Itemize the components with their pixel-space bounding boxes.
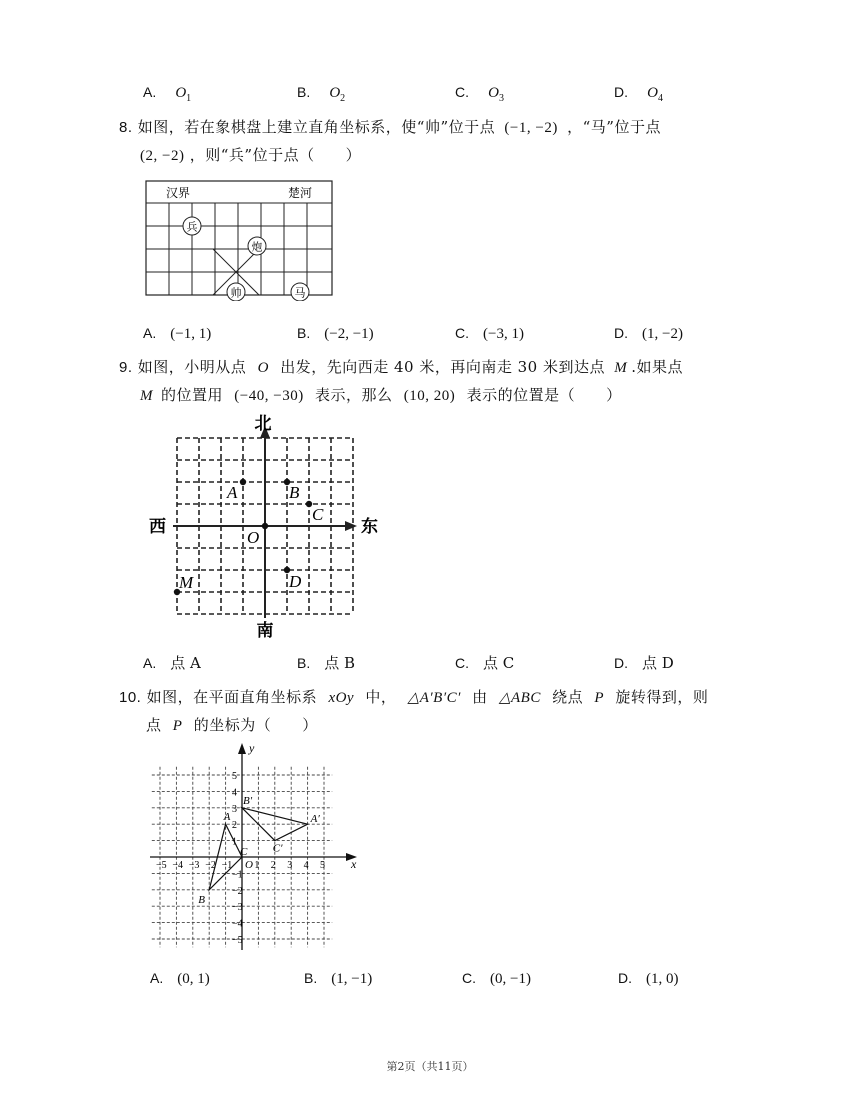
east-label: 东 — [361, 517, 378, 537]
q9-option-a: A. 点 A — [143, 654, 201, 672]
q7-option-c: C. $O_3$ — [455, 84, 504, 105]
q9-option-b: B. 点 B — [297, 654, 356, 672]
vertex-label: A′ — [310, 813, 320, 826]
q10-option-b: B. (1, −1) — [304, 970, 373, 987]
q7-option-d: D. $O_4$ — [614, 84, 663, 105]
x-tick-label: −3 — [188, 860, 200, 871]
x-tick-label: −4 — [172, 860, 184, 871]
page-footer: 第2页（共11页） — [386, 1060, 474, 1073]
coordinate-graph-figure — [145, 740, 370, 955]
q9-option-d: D. 点 D — [614, 654, 674, 672]
x-tick-label: −2 — [205, 860, 216, 871]
south-label: 南 — [256, 621, 274, 641]
piece-bing — [183, 217, 201, 235]
x-axis-label: x — [351, 857, 357, 871]
vertex-label: A — [223, 811, 231, 824]
origin-label: O — [245, 859, 253, 871]
y-axis-arrow-icon — [238, 743, 246, 754]
vertex-label: C′ — [272, 842, 283, 855]
y-tick-label: 2 — [232, 820, 237, 832]
graph-axes — [150, 750, 350, 950]
x-tick-label: 3 — [287, 860, 293, 871]
board-left-label: 汉界 — [166, 186, 191, 200]
piece-shuai — [227, 283, 245, 301]
y-tick-label: −5 — [232, 935, 243, 946]
q9-stem-line1: 9. 如图，小明从点 O 出发，先向西走 40 米，再向南走 30 米到达点 M .如果点 — [119, 358, 684, 376]
q10-stem-line1: 10. 如图，在平面直角坐标系 xOy 中， △A′B′C′ 由 △ABC 绕点 P 旋转得到，则 — [119, 688, 709, 706]
q7-option-a: A. $O_1$ — [143, 84, 192, 105]
x-tick-label: 2 — [270, 860, 276, 871]
q7-option-b: B. $O_2$ — [297, 84, 346, 105]
svg-text:A: A — [227, 483, 238, 502]
q10-stem-line2: 点 P 的坐标为（ ） — [146, 716, 318, 734]
north-label: 北 — [254, 414, 272, 434]
y-tick-label: 5 — [232, 771, 237, 782]
x-tick-label: 4 — [303, 860, 309, 871]
y-tick-label: −4 — [232, 918, 243, 930]
q8-option-c: C. (−3, 1) — [455, 325, 524, 342]
svg-text:B: B — [289, 483, 300, 502]
x-tick-label: −1 — [221, 860, 233, 871]
q10-option-c: C. (0, −1) — [462, 970, 531, 987]
east-arrow-icon — [345, 521, 357, 531]
q9-option-c: C. 点 C — [455, 654, 515, 672]
q8-option-a: A. (−1, 1) — [143, 325, 212, 342]
svg-text:C: C — [312, 505, 324, 524]
west-label: 西 — [149, 517, 166, 537]
x-tick-label: 5 — [320, 860, 325, 871]
board-right-label: 楚河 — [288, 186, 313, 200]
point-a — [240, 479, 246, 485]
y-tick-label: −3 — [232, 902, 243, 914]
piece-pao — [248, 237, 266, 255]
piece-ma — [291, 283, 309, 301]
y-tick-label: 4 — [232, 787, 237, 799]
y-tick-label: 3 — [232, 803, 237, 815]
q8-option-b: B. (−2, −1) — [297, 325, 374, 342]
direction-map-figure — [145, 412, 390, 642]
q9-stem-line2: M 的位置用 (−40, −30) 表示，那么 (10, 20) 表示的位置是（ ） — [140, 386, 622, 404]
q8-stem-line1: 8. 如图，若在象棋盘上建立直角坐标系，使“帅”位于点 (−1, −2) ，“马”位于点 — [119, 118, 661, 136]
y-tick-label: 1 — [232, 836, 237, 848]
map-point-labels — [178, 483, 324, 592]
svg-text:炮: 炮 — [251, 240, 263, 254]
x-tick-label: 1 — [254, 860, 260, 871]
y-tick-label: −1 — [232, 869, 243, 881]
point-o — [262, 523, 268, 529]
svg-text:M: M — [179, 573, 194, 592]
q8-stem-line2: (2, −2) ，则“兵”位于点（ ） — [140, 146, 362, 164]
chess-board-figure — [140, 176, 340, 301]
y-axis-label: y — [249, 741, 255, 755]
q8-option-d: D. (1, −2) — [614, 325, 683, 342]
board-grid — [146, 203, 332, 295]
svg-text:兵: 兵 — [186, 220, 198, 234]
svg-text:帅: 帅 — [230, 286, 242, 300]
svg-text:D: D — [289, 572, 302, 591]
x-tick-label: −5 — [156, 860, 167, 871]
svg-text:O: O — [247, 528, 260, 547]
y-tick-label: −2 — [232, 885, 243, 897]
vertex-label: B — [198, 893, 205, 906]
q10-option-a: A. (0, 1) — [150, 970, 210, 987]
vertex-label: B′ — [243, 794, 253, 807]
q10-option-d: D. (1, 0) — [618, 970, 679, 987]
triangle-vertex-labels — [198, 795, 320, 906]
vertex-label: C — [240, 846, 248, 858]
svg-text:马: 马 — [294, 286, 306, 300]
